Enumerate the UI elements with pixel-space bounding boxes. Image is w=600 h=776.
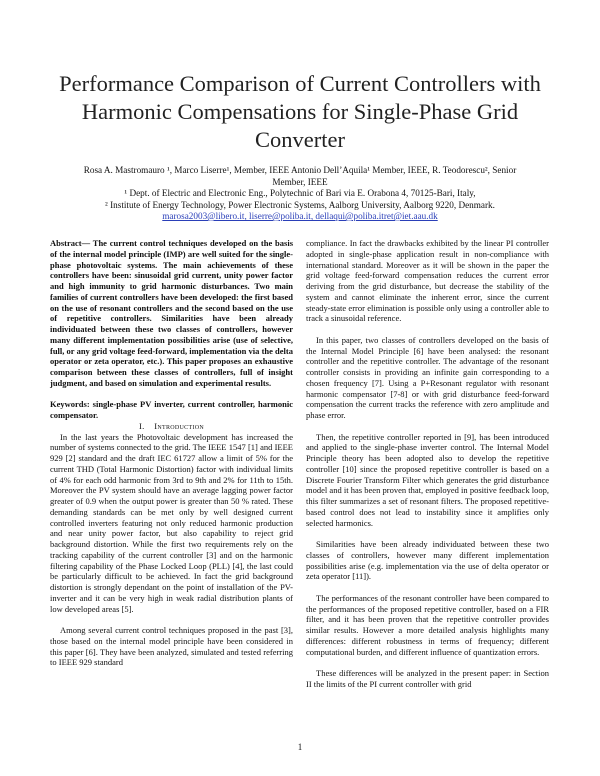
author-emails[interactable]: marosa2003@libero.it, liserre@poliba.it, dellaqui@poliba.itret@iet.aau.dk bbox=[162, 211, 438, 221]
right-paragraph-2: In this paper, two classes of controllers developed on the basis of the Internal Model Principle [6] have been analysed: the resonant controller and the repetitive controller. The advantage of the resonant controller consists in providing an infinite gain corresponding to a chosen frequency [7]. Using a P+Resonant regulator with resonant harmonic compensator [7-8] or with grid disturbance feed-forward compensation the current tracks the reference with zero amplitude and phase error. bbox=[306, 334, 549, 420]
page-number: 1 bbox=[297, 742, 303, 752]
right-paragraph-5: The performances of the resonant controller have been compared to the performances of the proposed repetitive controller, based on a FIR filter, and it has been proven that the repetitive controller provides similar results. However a more detailed analysis highlights many differences: different robustness in terms of frequency; different computational burden, and different influence of quantization errors. bbox=[306, 592, 549, 657]
right-paragraph-1: compliance. In fact the drawbacks exhibited by the linear PI controller adopted in single-phase application result in non-compliance with international standard. Moreover as it will be shown in the paper the grid voltage feed-forward compensation reduces the current error deriving from the grid disturbance, but decrease the stability of the system and cannot eliminate the inherent error, since the current steady-state error elimination is possible only using a controller able to track a sinusoidal reference. bbox=[306, 238, 549, 324]
authors-line-1: Rosa A. Mastromauro ¹, Marco Liserre¹, Member, IEEE Antonio Dell’Aquila¹ Member, IEEE, R. Teodorescu², Senior bbox=[83, 165, 517, 175]
intro-paragraph-1: In the last years the Photovoltaic development has increased the number of systems connected to the grid. The IEEE 1547 [1] and IEEE 929 [2] standard and the draft IEC 61727 allow a limit of 5% for the current THD (Total Harmonic Distortion) factor with individual limits of 4% for each odd harmonic from 3rd to 9th and 2% for 11th to 15th. Moreover the PV system should have an average lagging power factor greater of 0.9 when the output power is greater than 50 % rated. These demanding standards can be met only by well designed current controlled inverters featuring not only reduced harmonic production and near unity power factor, but also capability to reject grid background distortion. While the first two requirements rely on the tracking capability of the current controller [3] and on the harmonic filtering capability of the Phase Locked Loop (PLL) [4], the last could be particularly difficult to be achieved. In fact the grid background distortion is strongly dependant on the point of installation of the PV-inverter and it can be very high in weak radial distribution plants of low developed areas [5]. bbox=[50, 431, 293, 614]
affiliation-1: ¹ Dept. of Electric and Electronic Eng., Polytechnic of Bari via E. Orabona 4, 70125-Bari, Italy, bbox=[124, 188, 476, 198]
section-title: Introduction bbox=[154, 420, 205, 431]
right-paragraph-6: These differences will be analyzed in the present paper: in Section II the limits of the PI current controller with grid bbox=[306, 668, 549, 689]
paper-title: Performance Comparison of Current Controllers with Harmonic Compensations for Single-Phase Grid Converter bbox=[59, 71, 541, 152]
left-column bbox=[50, 238, 293, 668]
section-heading bbox=[50, 421, 293, 432]
authors-line-2: Member, IEEE bbox=[272, 176, 328, 187]
right-paragraph-4: Similarities have been already individuated between these two classes of controllers, however many different implementation possibilities arise (e.g. implementation via the use of delta operator or zeta operator [11]). bbox=[306, 539, 549, 582]
right-column bbox=[306, 238, 549, 690]
affiliation-2: ² Institute of Energy Technology, Power Electronic Systems, Aalborg University, Aalborg 9220, Denmark. bbox=[105, 199, 495, 210]
intro-paragraph-2: Among several current control techniques proposed in the past [3], those based on the internal model principle have been considered in this paper [6]. They have been analyzed, simulated and tested referring to IEEE 929 standard bbox=[50, 625, 293, 668]
right-paragraph-3: Then, the repetitive controller reported in [9], has been introduced and applied to the single-phase inverter control. The Internal Model Principle theory has been adopted also to develop the repetitive controller [10] since the proposed repetitive controller is based on a Discrete Fourier Transform Filter which generates the grid disturbance model and it has been proven that, employed in positive feedback loop, this filter summarizes a set of resonant filters. The proposed repetitive-based control does not lead to instability since it amplifies only selected harmonics. bbox=[306, 431, 549, 528]
section-number: I. bbox=[138, 420, 145, 431]
keywords: Keywords: single-phase PV inverter, current controller, harmonic compensator. bbox=[50, 399, 293, 420]
author-block bbox=[40, 165, 560, 223]
abstract: Abstract— The current control techniques developed on the basis of the internal model principle (IMP) are well suited for the single-phase photovoltaic systems. The main achievements of these controllers have been: sinusoidal grid current, unity power factor and high immunity to grid harmonic disturbances. Two main families of current controllers have been developed: the first based on the use of resonant controllers and the second based on the use of repetitive controllers. Similarities have been already individuated between these two classes of controllers, however many different implementation possibilities arise (use of selective, full, or any grid voltage feed-forward, implementation via the delta operator or zeta operator, etc.). This paper proposes an exhaustive comparison between these classes of controllers, full of insight judgment, and based on simulation and experimental results. bbox=[50, 238, 293, 388]
